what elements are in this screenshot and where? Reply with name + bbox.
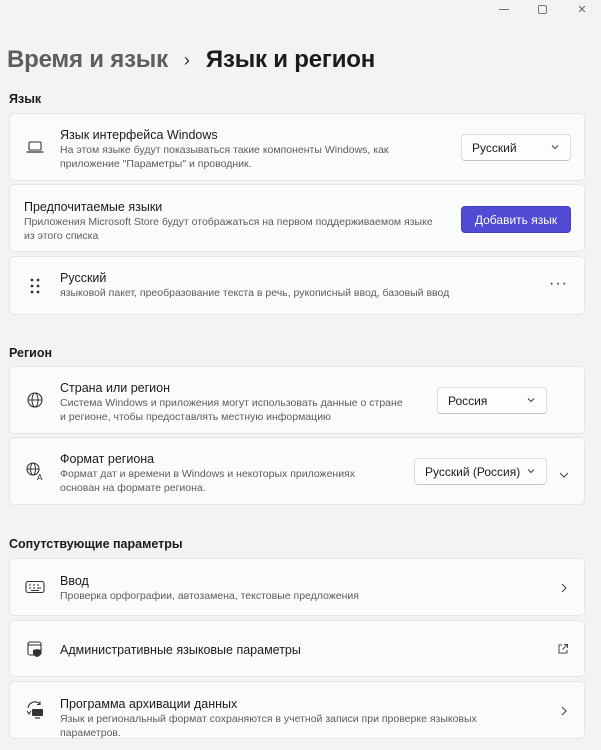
preferred-languages-card: [9, 184, 585, 252]
backup-card[interactable]: [9, 681, 585, 739]
typing-title: Ввод: [60, 574, 89, 588]
preferred-languages-text: [24, 200, 444, 243]
chevron-down-icon: [526, 394, 536, 408]
breadcrumb: [7, 43, 375, 77]
country-region-description: Система Windows и приложения могут использовать данные о стране и регионе, чтобы предоставлять местную информацию: [60, 397, 403, 423]
admin-language-title: Административные языковые параметры: [60, 643, 301, 657]
installed-language-card[interactable]: [9, 256, 585, 315]
maximize-icon[interactable]: [527, 0, 557, 18]
page-title: Язык и регион: [205, 46, 376, 73]
chevron-right-icon: [559, 581, 569, 599]
add-language-button[interactable]: Добавить язык: [461, 206, 571, 233]
display-language-dropdown[interactable]: [461, 134, 571, 161]
preferred-languages-description: Приложения Microsoft Store будут отображаться на первом поддерживаемом языке из этого списка: [24, 216, 433, 242]
backup-sync-icon: [25, 700, 45, 720]
typing-card[interactable]: [9, 558, 585, 616]
country-region-value: Россия: [448, 393, 488, 408]
country-region-dropdown[interactable]: [437, 387, 547, 414]
display-language-card: [9, 113, 585, 181]
regional-format-dropdown[interactable]: [414, 458, 547, 485]
section-title-language: Язык: [9, 92, 42, 106]
country-region-card: [9, 366, 585, 434]
regional-format-title: Формат региона: [60, 452, 155, 466]
regional-format-description: Формат дат и времени в Windows и некоторых приложениях основан на формате региона.: [60, 468, 356, 494]
window-controls: [481, 0, 601, 18]
expand-chevron-icon[interactable]: [558, 467, 570, 485]
regional-format-card[interactable]: [9, 437, 585, 505]
svg-text:A: A: [37, 473, 43, 481]
chevron-right-icon: ›: [183, 49, 190, 70]
preferred-languages-title: Предпочитаемые языки: [24, 200, 163, 214]
globe-icon: [25, 390, 45, 410]
backup-text: [60, 697, 534, 740]
regional-format-value: Русский (Россия): [425, 464, 521, 479]
chevron-down-icon: [526, 465, 536, 479]
installed-language-title: Русский: [60, 271, 107, 285]
minimize-icon[interactable]: [489, 0, 519, 18]
country-region-title: Страна или регион: [60, 381, 171, 395]
admin-language-card[interactable]: [9, 620, 585, 677]
display-language-description: На этом языке будут показываться такие компоненты Windows, как приложение "Параметры" и проводник.: [60, 144, 389, 170]
admin-language-text: [60, 643, 524, 658]
typing-description: Проверка орфографии, автозамена, текстовые предложения: [60, 590, 359, 602]
more-options-button[interactable]: ···: [549, 275, 568, 292]
laptop-icon: [25, 137, 45, 157]
regional-format-text: [60, 452, 359, 495]
backup-description: Язык и региональный формат сохраняются в учетной записи при проверке языковых параметров.: [60, 713, 477, 739]
country-region-text: [60, 381, 409, 424]
breadcrumb-parent[interactable]: Время и язык: [7, 46, 168, 73]
section-title-related: Сопутствующие параметры: [9, 537, 183, 551]
installed-language-description: языковой пакет, преобразование текста в речь, рукописный ввод, базовый ввод: [60, 287, 450, 299]
backup-title: Программа архивации данных: [60, 697, 238, 711]
chevron-right-icon: [559, 704, 569, 722]
admin-shield-icon: [25, 639, 45, 659]
display-language-title: Язык интерфейса Windows: [60, 128, 218, 142]
open-external-icon: [557, 642, 569, 660]
drag-handle-icon[interactable]: [25, 276, 45, 296]
installed-language-text: [60, 271, 524, 301]
typing-text: [60, 574, 524, 604]
display-language-text: [60, 128, 434, 171]
display-language-value: Русский: [472, 140, 517, 155]
chevron-down-icon: [550, 141, 560, 155]
close-icon[interactable]: ✕: [577, 3, 587, 16]
language-format-icon: [25, 461, 45, 481]
section-title-region: Регион: [9, 346, 53, 360]
keyboard-icon: [25, 577, 45, 597]
